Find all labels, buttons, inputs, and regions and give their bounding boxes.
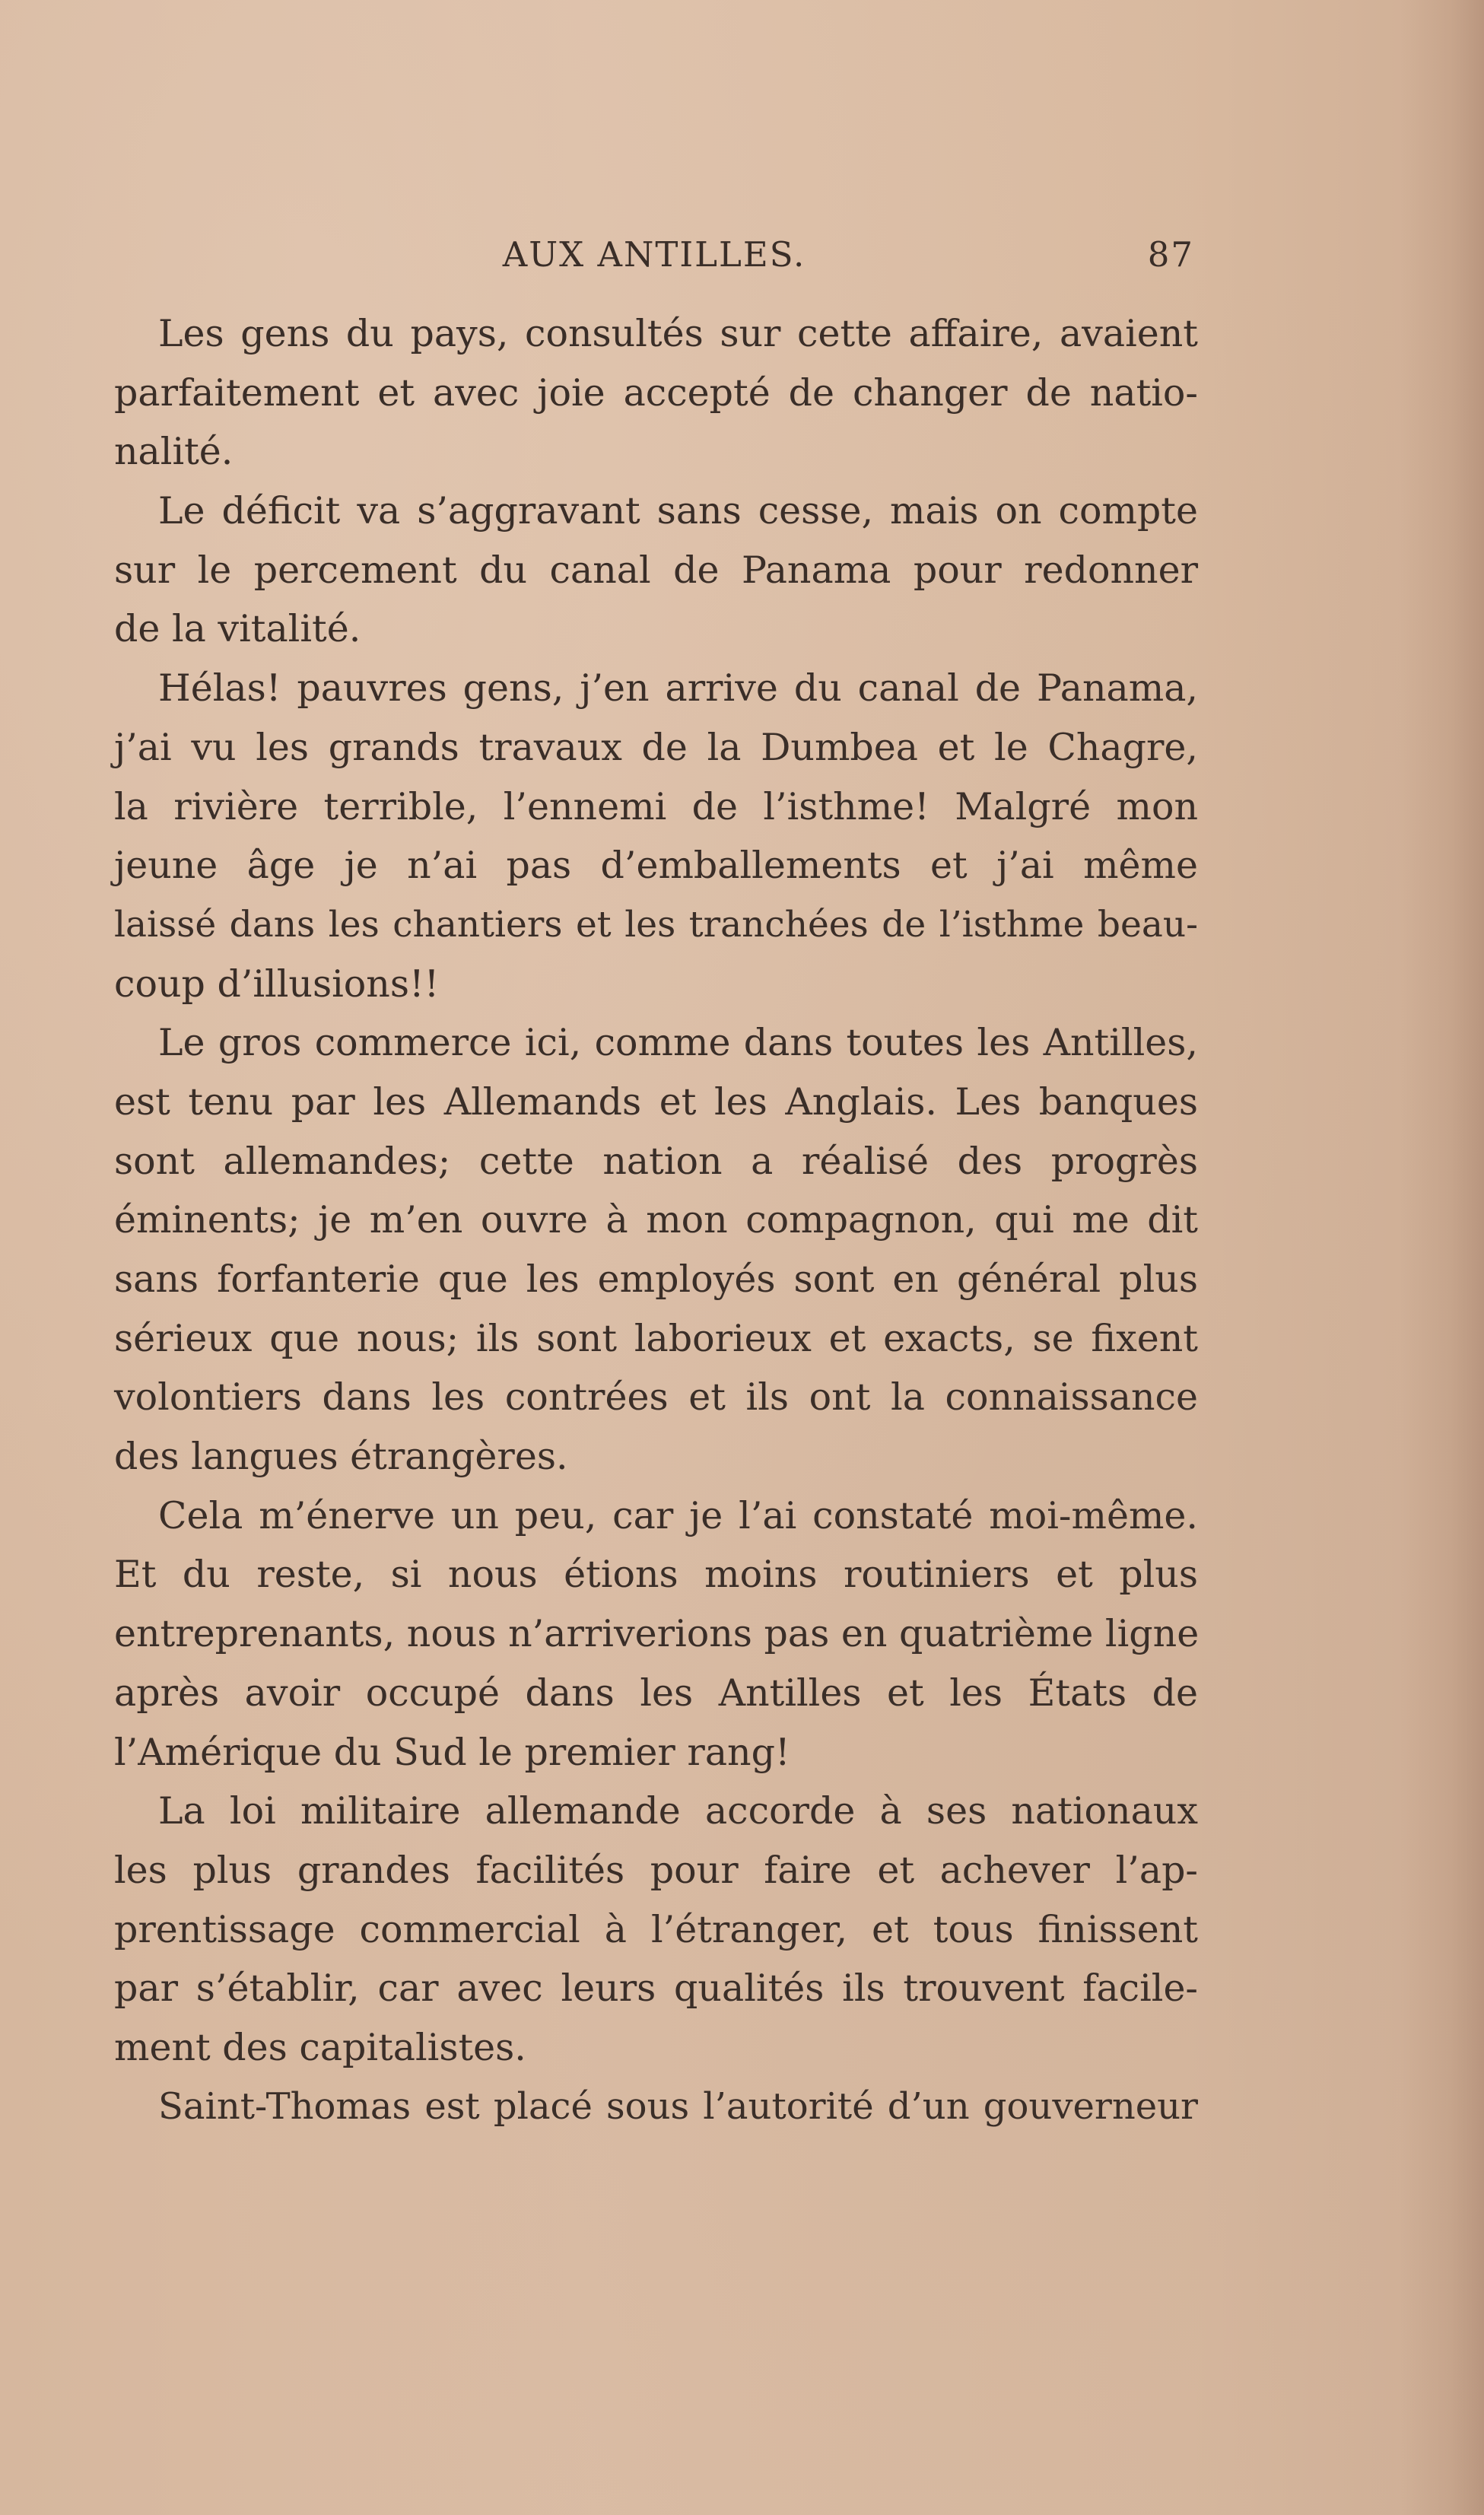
- text-line: Le déficit va s’aggravant sans cesse, mais on compte: [158, 489, 1198, 533]
- text-line: est tenu par les Allemands et les Anglais. Les banques: [114, 1079, 1198, 1124]
- text-line: par s’établir, car avec leurs qualités ils trouvent facile-: [114, 1967, 1198, 2011]
- text-line: Hélas! pauvres gens, j’en arrive du canal de Panama,: [158, 666, 1198, 711]
- text-line: Saint-Thomas est placé sous l’autorité d’un gouverneur: [158, 2084, 1198, 2128]
- text-line: volontiers dans les contrées et ils ont la connaissance: [114, 1375, 1198, 1420]
- text-line: sont allemandes; cette nation a réalisé des progrès: [114, 1139, 1198, 1183]
- text-line: nalité.: [114, 430, 234, 474]
- page-header: [114, 228, 1194, 281]
- text-line: sans forfanterie que les employés sont en général plus: [114, 1258, 1198, 1301]
- text-line: l’Amérique du Sud le premier rang!: [114, 1730, 790, 1774]
- text-line: ment des capitalistes.: [114, 2025, 526, 2069]
- text-line: après avoir occupé dans les Antilles et les États de: [114, 1671, 1198, 1715]
- running-title: AUX ANTILLES.: [502, 234, 806, 275]
- text-line: de la vitalité.: [114, 607, 361, 651]
- text-line: laissé dans les chantiers et les tranchées de l’isthme beau-: [114, 903, 1198, 946]
- page-edge-shadow: [1400, 0, 1484, 2515]
- text-line: entreprenants, nous n’arriverions pas en quatrième ligne: [114, 1612, 1200, 1656]
- text-line: Les gens du pays, consultés sur cette affaire, avaient: [158, 312, 1198, 355]
- body-text: [114, 304, 1198, 2136]
- text-line: la rivière terrible, l’ennemi de l’isthme! Malgré mon: [114, 784, 1198, 828]
- text-line: sérieux que nous; ils sont laborieux et exacts, se fixent: [114, 1316, 1198, 1360]
- text-line: Cela m’énerve un peu, car je l’ai constaté moi-même.: [158, 1493, 1198, 1537]
- text-line: des langues étrangères.: [114, 1435, 568, 1479]
- text-line: j’ai vu les grands travaux de la Dumbea et le Chagre,: [114, 725, 1198, 769]
- text-line: jeune âge je n’ai pas d’emballements et j’ai même: [114, 844, 1198, 888]
- text-line: coup d’illusions!!: [114, 962, 440, 1006]
- text-line: les plus grandes facilités pour faire et achever l’ap-: [114, 1848, 1198, 1892]
- text-line: La loi militaire allemande accorde à ses nationaux: [158, 1789, 1198, 1833]
- text-line: Le gros commerce ici, comme dans toutes les Antilles,: [158, 1021, 1198, 1065]
- text-line: Et du reste, si nous étions moins routiniers et plus: [114, 1553, 1198, 1597]
- page-number: 87: [1147, 234, 1194, 275]
- text-line: parfaitement et avec joie accepté de changer de natio-: [114, 370, 1198, 415]
- text-line: éminents; je m’en ouvre à mon compagnon, qui me dit: [114, 1198, 1198, 1242]
- text-line: prentissage commercial à l’étranger, et tous finissent: [114, 1907, 1198, 1951]
- text-line: sur le percement du canal de Panama pour redonner: [114, 548, 1198, 592]
